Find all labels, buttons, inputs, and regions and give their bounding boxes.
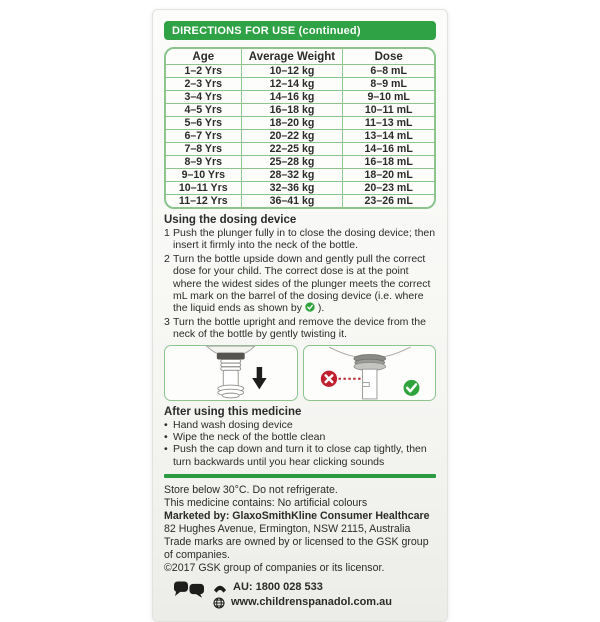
table-row [166, 169, 434, 182]
table-row [166, 104, 434, 117]
contact-block [164, 581, 436, 609]
after-use-bullet: • Hand wash dosing device [164, 418, 293, 431]
dosing-heading: Using the dosing device [164, 214, 297, 226]
table-cell: 11–13 mL [343, 117, 434, 130]
table-cell: 28–32 kg [241, 169, 343, 182]
table-cell: 10–12 kg [241, 65, 343, 78]
website-url: www.childrenspanadol.com.au [231, 596, 392, 609]
table-cell: 32–36 kg [241, 182, 343, 195]
dose-table [164, 47, 436, 209]
step-number: 3 [164, 315, 170, 328]
table-cell: 25–28 kg [241, 156, 343, 169]
trademark-note: Trade marks are owned by or licensed to the GSK group of companies. [164, 536, 429, 562]
chat-bubbles-icon [172, 581, 206, 598]
dose-table-body [166, 65, 434, 208]
bullet-marker: • [164, 443, 168, 456]
table-cell: 20–23 mL [343, 182, 434, 195]
company-address: 82 Hughes Avenue, Ermington, NSW 2115, Australia [164, 523, 411, 536]
step-text: Push the plunger fully in to close the dosing device; then insert it firmly into the neck of the bottle. [173, 227, 436, 252]
col-header-dose: Dose [343, 49, 434, 65]
table-row [166, 156, 434, 169]
table-cell: 8–9 Yrs [166, 156, 241, 169]
table-cell: 12–14 kg [241, 78, 343, 91]
illustrations [164, 345, 436, 401]
table-cell: 3–4 Yrs [166, 91, 241, 104]
table-cell: 6–8 mL [343, 65, 434, 78]
package-back-panel [152, 9, 448, 622]
table-row [166, 195, 434, 208]
table-cell: 13–14 mL [343, 130, 434, 143]
table-cell: 16–18 kg [241, 104, 343, 117]
phone-line [213, 581, 392, 594]
screenshot [0, 9, 600, 609]
table-row [166, 182, 434, 195]
table-cell: 1–2 Yrs [166, 65, 241, 78]
arrow-down-icon [252, 367, 266, 389]
syringe-insert-illustration [164, 345, 298, 401]
after-use-bullet: • Wipe the neck of the bottle clean [164, 431, 326, 444]
dosing-step-1 [164, 227, 436, 252]
table-cell: 2–3 Yrs [166, 78, 241, 91]
table-cell: 9–10 mL [343, 91, 434, 104]
table-cell: 5–6 Yrs [166, 117, 241, 130]
table-cell: 20–22 kg [241, 130, 343, 143]
table-cell: 8–9 mL [343, 78, 434, 91]
table-cell: 18–20 mL [343, 169, 434, 182]
step-text: Turn the bottle upside down and gently pull the correct dose for your child. The correct dose is at the point where the widest sides of the plunger meets the correct mL mark on the barrel of the dosing device (i.e. where the liquid ends as shown by ). [173, 252, 431, 315]
bullet-marker: • [164, 431, 168, 444]
check-circle-icon [305, 302, 315, 312]
table-row [166, 65, 434, 78]
table-cell: 22–25 kg [241, 143, 343, 156]
table-cell: 14–16 kg [241, 91, 343, 104]
table-cell: 4–5 Yrs [166, 104, 241, 117]
table-cell: 16–18 mL [343, 156, 434, 169]
table-cell: 11–12 Yrs [166, 195, 241, 208]
step-text: Turn the bottle upright and remove the device from the neck of the bottle by gently twisting it. [173, 315, 426, 341]
col-header-weight: Average Weight [241, 49, 343, 65]
storage-note: Store below 30°C. Do not refrigerate. [164, 484, 338, 497]
table-row [166, 130, 434, 143]
marketed-by: Marketed by: GlaxoSmithKline Consumer Healthcare [164, 510, 430, 523]
table-cell: 23–26 mL [343, 195, 434, 208]
green-divider [164, 474, 436, 478]
step-number: 2 [164, 252, 170, 265]
table-cell: 36–41 kg [241, 195, 343, 208]
step-number: 1 [164, 227, 170, 239]
dosing-step-2 [164, 253, 436, 315]
after-use-bullet: • Push the cap down and turn it to close cap tightly, then turn backwards until you hear clicking sounds [164, 443, 427, 468]
table-row [166, 91, 434, 104]
contains-note: This medicine contains: No artificial colours [164, 497, 368, 510]
table-row [166, 143, 434, 156]
table-cell: 9–10 Yrs [166, 169, 241, 182]
table-cell: 10–11 mL [343, 104, 434, 117]
phone-icon [213, 582, 227, 593]
table-row [166, 117, 434, 130]
section-header: DIRECTIONS FOR USE (continued) [164, 21, 436, 40]
phone-number: AU: 1800 028 533 [233, 581, 323, 594]
globe-icon [213, 597, 225, 609]
website-line [213, 596, 392, 609]
table-cell: 10–11 Yrs [166, 182, 241, 195]
table-cell: 7–8 Yrs [166, 143, 241, 156]
cross-circle-icon [320, 370, 361, 386]
copyright-note: ©2017 GSK group of companies or its licensor. [164, 562, 385, 575]
table-header-row [166, 49, 434, 65]
table-cell: 18–20 kg [241, 117, 343, 130]
bullet-marker: • [164, 418, 168, 431]
bottle-dose-level-illustration [303, 345, 437, 401]
table-row [166, 78, 434, 91]
col-header-age: Age [192, 51, 215, 63]
table-cell: 6–7 Yrs [166, 130, 241, 143]
after-use-heading: After using this medicine [164, 405, 302, 418]
dosing-step-3 [164, 316, 436, 341]
table-cell: 14–16 mL [343, 143, 434, 156]
check-circle-icon [402, 379, 419, 396]
